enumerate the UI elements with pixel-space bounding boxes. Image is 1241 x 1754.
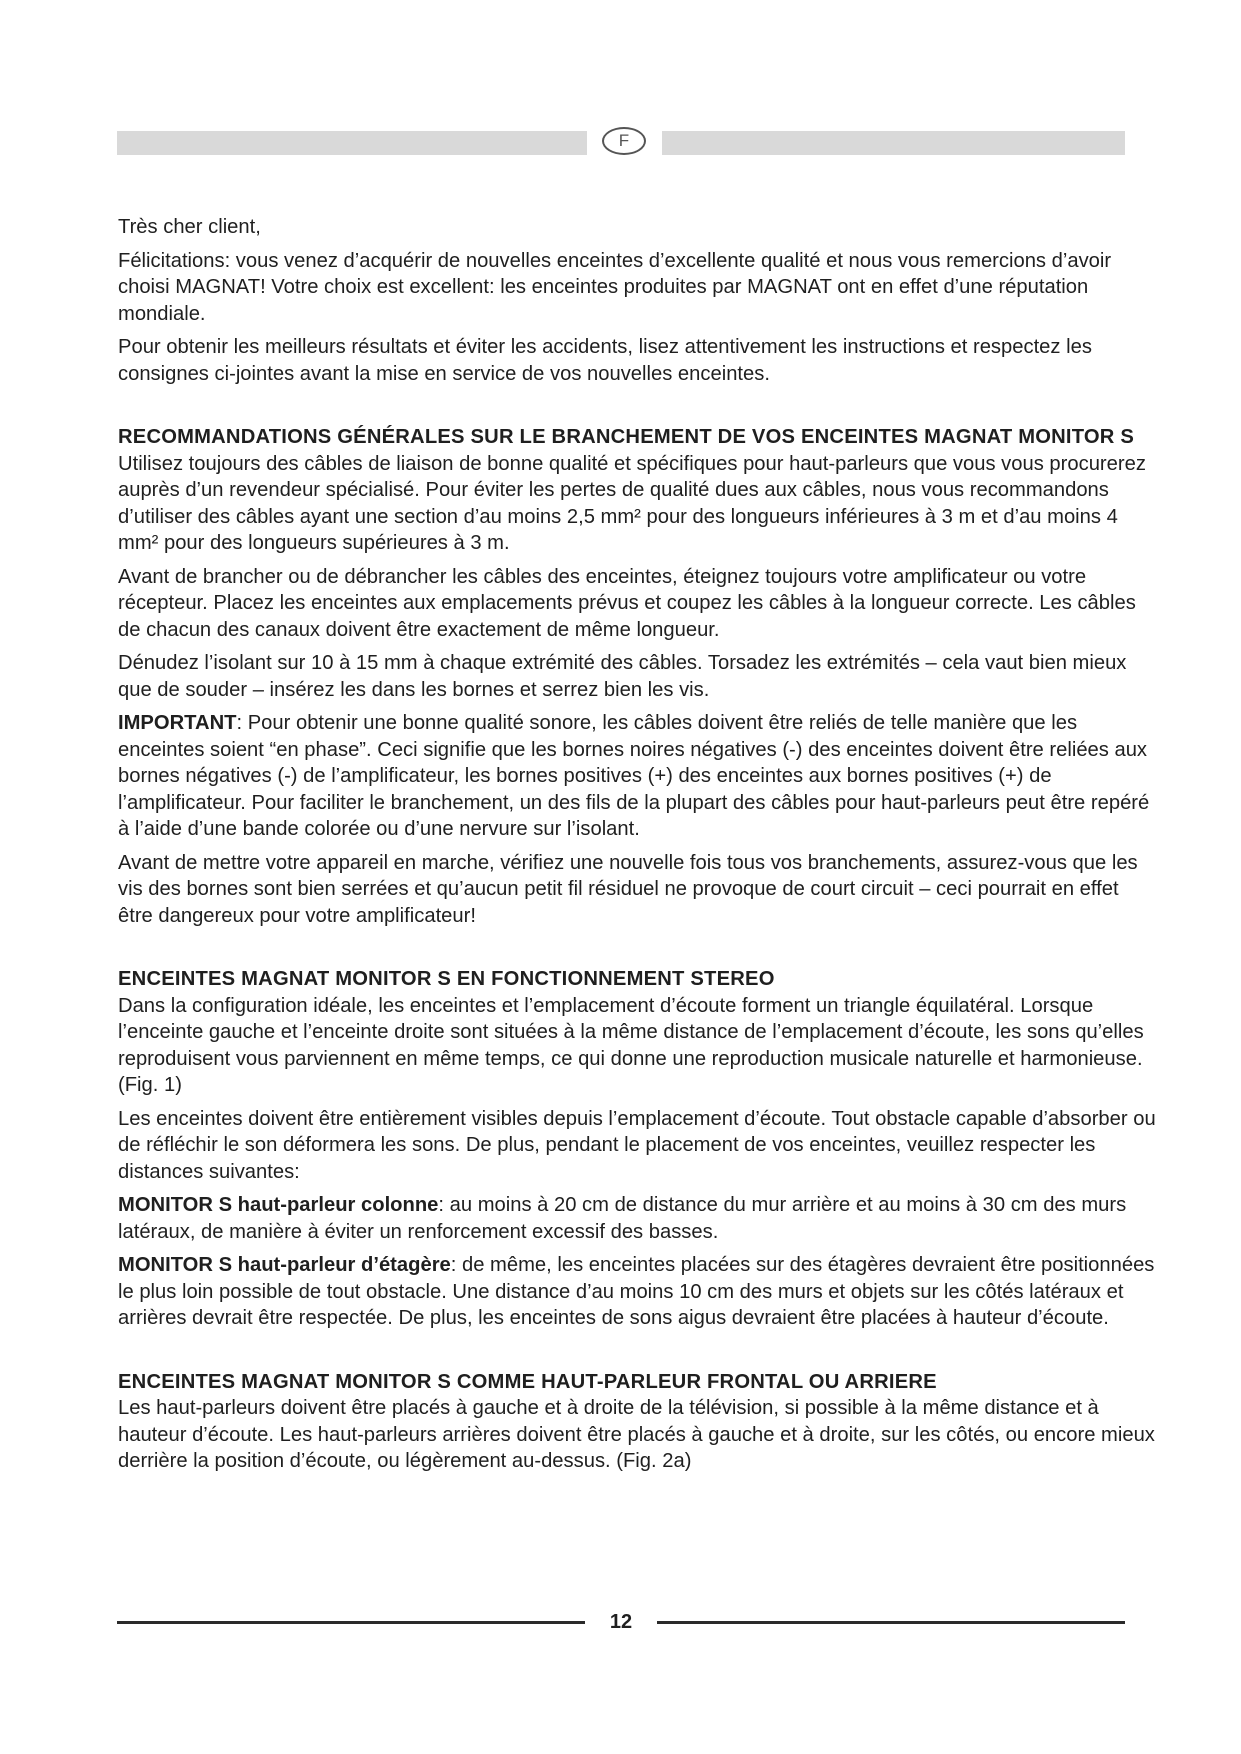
- shelf-speaker-text: : de même, les enceintes placées sur des étagères devraient être positionnées le plus loin possible de tout obstacle. Une distance d’au moins 10 cm des murs et objets sur les côtés latéraux et arrières devrait être respectée. De plus, les enceintes de sons aigus devraient être placées à hauteur d’écoute.: [118, 1254, 1155, 1329]
- shelf-speaker-label: MONITOR S haut-parleur d’étagère: [118, 1254, 451, 1276]
- header-bar-right: [662, 131, 1125, 155]
- document-body: [118, 214, 1158, 1482]
- important-label: IMPORTANT: [118, 712, 237, 734]
- header-bar: [117, 131, 1125, 155]
- footer-rule-right: [657, 1621, 1125, 1624]
- column-speaker-paragraph: [118, 1192, 1158, 1245]
- page-number: 12: [609, 1611, 633, 1633]
- intro-paragraph-2: Pour obtenir les meilleurs résultats et éviter les accidents, lisez attentivement les instructions et respectez les consignes ci-jointes avant la mise en service de vos nouvelles enceintes.: [118, 336, 1092, 385]
- section-title-front-rear: ENCEINTES MAGNAT MONITOR S COMME HAUT-PARLEUR FRONTAL OU ARRIERE: [118, 1370, 937, 1393]
- connection-paragraph-3: Dénudez l’isolant sur 10 à 15 mm à chaque extrémité des câbles. Torsadez les extrémités – cela vaut bien mieux que de souder – insérez les dans les bornes et serrez bien les vis.: [118, 652, 1127, 701]
- connection-paragraph-2: Avant de brancher ou de débrancher les câbles des enceintes, éteignez toujours votre amplificateur ou votre récepteur. Placez les enceintes aux emplacements prévus et coupez les câbles à la longueur correcte. Les câbles de chacun des canaux doivent être exactement de même longueur.: [118, 565, 1136, 641]
- footer-rule-left: [117, 1621, 585, 1624]
- front-rear-paragraph-1: Les haut-parleurs doivent être placés à gauche et à droite de la télévision, si possible à la même distance et à hauteur d’écoute. Les haut-parleurs arrières doivent être placés à gauche et à droite, sur les côtés, ou encore mieux derrière la position d’écoute, ou légèrement au-dessus. (Fig. 2a): [118, 1397, 1155, 1472]
- connection-paragraph-5: Avant de mettre votre appareil en marche, vérifiez une nouvelle fois tous vos branchements, assurez-vous que les vis des bornes sont bien serrées et qu’aucun petit fil résiduel ne provoque de court circuit – ceci pourrait en effet être dangereux pour votre amplificateur!: [118, 851, 1138, 927]
- shelf-speaker-paragraph: [118, 1252, 1158, 1332]
- header-bar-left: [117, 131, 587, 155]
- section-title-stereo: ENCEINTES MAGNAT MONITOR S EN FONCTIONNEMENT STEREO: [118, 968, 775, 990]
- section-title-connection: RECOMMANDATIONS GÉNÉRALES SUR LE BRANCHEMENT DE VOS ENCEINTES MAGNAT MONITOR S: [118, 426, 1135, 448]
- column-speaker-text: : au moins à 20 cm de distance du mur arrière et au moins à 30 cm des murs latéraux, de manière à éviter un renforcement excessif des basses.: [118, 1194, 1127, 1243]
- intro-paragraph-1: Félicitations: vous venez d’acquérir de nouvelles enceintes d’excellente qualité et nous vous remercions d’avoir choisi MAGNAT! Votre choix est excellent: les enceintes produites par MAGNAT ont en effet d’une réputation mondiale.: [118, 249, 1112, 325]
- greeting: Très cher client,: [118, 216, 261, 238]
- important-text: : Pour obtenir une bonne qualité sonore, les câbles doivent être reliés de telle manière que les enceintes soient “en phase”. Ceci signifie que les bornes noires négatives (-) des enceintes doivent être reliées aux bornes négatives (-) de l’amplificateur, les bornes positives (+) des enceintes aux bornes positives (+) de l’amplificateur. Pour faciliter le branchement, un des fils de la plupart des câbles pour haut-parleurs peut être repéré à l’aide d’une bande colorée ou d’une nervure sur l’isolant.: [118, 712, 1150, 840]
- important-paragraph: [118, 710, 1158, 843]
- language-badge: F: [602, 127, 646, 155]
- connection-paragraph-1: Utilisez toujours des câbles de liaison de bonne qualité et spécifiques pour haut-parleurs que vous vous procurerez auprès d’un revendeur spécialisé. Pour éviter les pertes de qualité dues aux câbles, nous vous recommandons d’utiliser des câbles ayant une section d’au moins 2,5 mm² pour des longueurs inférieures à 3 m et d’au moins 4 mm² pour des longueurs supérieures à 3 m.: [118, 452, 1146, 554]
- footer: [117, 1609, 1125, 1635]
- column-speaker-label: MONITOR S haut-parleur colonne: [118, 1194, 439, 1216]
- stereo-paragraph-1: Dans la configuration idéale, les enceintes et l’emplacement d’écoute forment un triangle équilatéral. Lorsque l’enceinte gauche et l’enceinte droite sont situées à la même distance de l’emplacement d’écoute, les sons qu’elles reproduisent vous parviennent en même temps, ce qui donne une reproduction musicale naturelle et harmonieuse. (Fig. 1): [118, 994, 1144, 1096]
- stereo-paragraph-2: Les enceintes doivent être entièrement visibles depuis l’emplacement d’écoute. Tout obstacle capable d’absorber ou de réfléchir le son déformera les sons. De plus, pendant le placement de vos enceintes, veuillez respecter les distances suivantes:: [118, 1107, 1156, 1183]
